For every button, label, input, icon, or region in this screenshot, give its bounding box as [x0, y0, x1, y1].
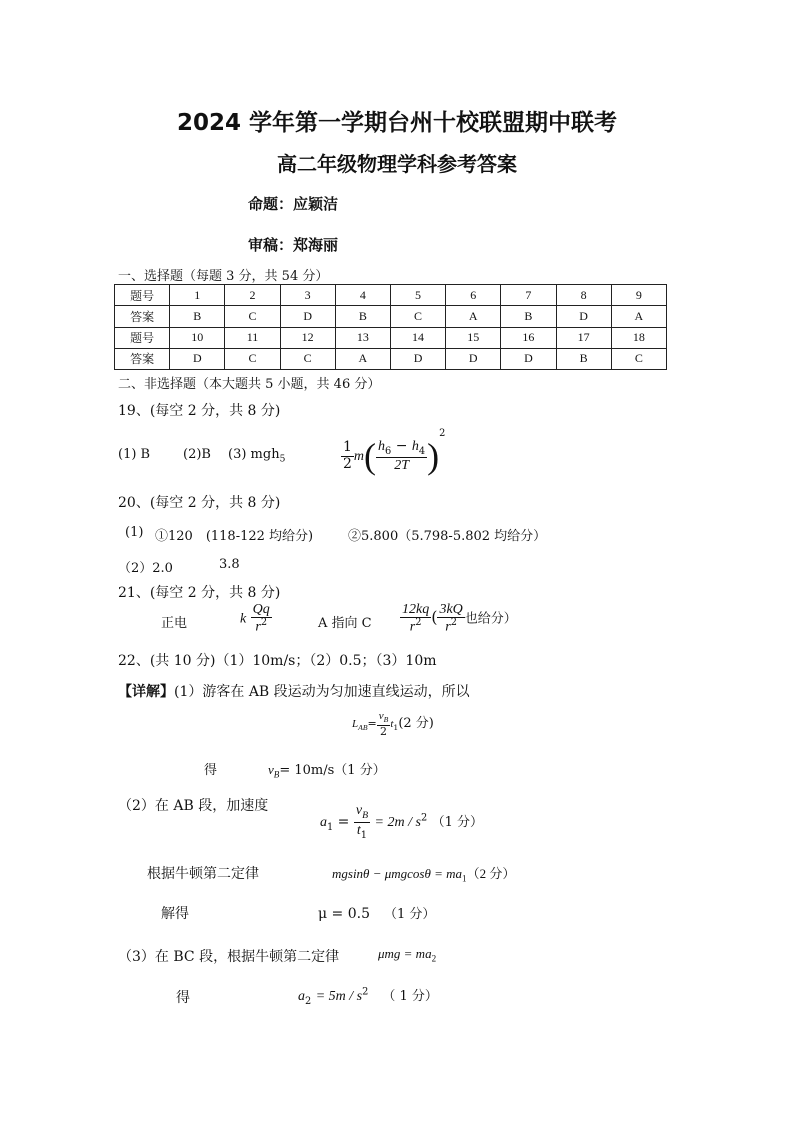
table-cell: 7 — [501, 285, 556, 306]
q21-answer-force: $\frac{12kq}{r^2}$ ( $\frac{3kQ}{r^2}$ 也给分） — [402, 602, 517, 636]
q19-heading: 19、(每空 2 分，共 8 分) — [118, 403, 281, 419]
table-cell: C — [225, 306, 280, 327]
table-row — [115, 327, 667, 348]
table-cell: 12 — [280, 327, 335, 348]
table-cell: 3 — [280, 285, 335, 306]
table-cell: 10 — [170, 327, 225, 348]
q19-formula: $\frac{1}{2}$ m( $\frac{h_6 - h_4}{2T}$ )$^2$ — [343, 428, 446, 476]
q22-eq-a1: $a_1$ = $\frac{v_B}{t_1}$ = $2m / s^2$ （1 分） — [320, 803, 484, 841]
q20-part1-label: (1) — [125, 525, 144, 540]
table-cell: B — [501, 306, 556, 327]
table-cell: A — [611, 306, 666, 327]
table-cell: D — [390, 348, 445, 369]
page-title: 2024 学年第一学期台州十校联盟期中联考 — [176, 110, 618, 136]
table-row — [115, 285, 667, 306]
q22-heading: 22、(共 10 分)（1）10m/s；（2）0.5；（3）10m — [118, 653, 437, 669]
q20-part1-answer-b: ②5.800（5.798-5.802 均给分） — [348, 529, 547, 544]
table-cell: D — [280, 306, 335, 327]
q22-part2: （2）在 AB 段，加速度 — [118, 798, 269, 814]
table-row — [115, 306, 667, 327]
q22-eq-mu: μ = 0.5 （1 分） — [318, 906, 436, 922]
q21-answer-direction: A 指向 C — [318, 616, 372, 631]
q21-heading: 21、(每空 2 分，共 8 分) — [118, 585, 281, 601]
q22-eq-lab: $L_{AB}=$ $\frac{v_B}{2}$ $t_1(2$ 分) — [352, 710, 434, 738]
q22-de-1: 得 — [204, 763, 218, 778]
table-cell: B — [335, 306, 390, 327]
table-cell: 1 — [170, 285, 225, 306]
table-cell: C — [390, 306, 445, 327]
table-cell: C — [611, 348, 666, 369]
table-row-label: 题号 — [115, 327, 170, 348]
table-row — [115, 348, 667, 369]
q19-answer-3: (3) mgh$_5$ — [228, 447, 286, 465]
q20-part1-answer-a: ①120 (118-122 均给分) — [155, 529, 314, 544]
section2-heading: 二、非选择题（本大题共 5 小题，共 46 分） — [118, 377, 381, 392]
table-cell: 16 — [501, 327, 556, 348]
q19-answer-1: (1) B — [118, 447, 151, 462]
q22-eq-force: $mgsin\theta - \mu mgcos\theta = ma_1(2$ 分） — [332, 866, 516, 884]
table-cell: 17 — [556, 327, 611, 348]
table-cell: C — [280, 348, 335, 369]
table-cell: 13 — [335, 327, 390, 348]
table-cell: D — [170, 348, 225, 369]
q22-de-2: 得 — [176, 990, 190, 1006]
q22-detail: 【详解】(1）游客在 AB 段运动为匀加速直线运动，所以 — [118, 684, 470, 700]
q22-eq-bc: $\mu mg = ma_2$ — [378, 946, 437, 964]
table-cell: D — [446, 348, 501, 369]
table-cell: 6 — [446, 285, 501, 306]
table-cell: 15 — [446, 327, 501, 348]
q19-answer-2: (2)B — [183, 447, 211, 462]
table-row-label: 题号 — [115, 285, 170, 306]
table-cell: A — [446, 306, 501, 327]
q21-answer-field: k $\frac{Qq}{r^2}$ — [240, 602, 270, 636]
table-cell: 11 — [225, 327, 280, 348]
q22-newton-1: 根据牛顿第二定律 — [147, 866, 259, 882]
section1-heading: 一、选择题（每题 3 分，共 54 分） — [118, 269, 329, 284]
table-row-label: 答案 — [115, 306, 170, 327]
setter: 命题：应颖洁 — [248, 195, 339, 213]
table-cell: 9 — [611, 285, 666, 306]
q20-part2-answer-a: （2）2.0 — [118, 561, 173, 576]
table-row-label: 答案 — [115, 348, 170, 369]
table-cell: 18 — [611, 327, 666, 348]
q22-part3: （3）在 BC 段，根据牛顿第二定律 — [118, 949, 340, 965]
table-cell: 8 — [556, 285, 611, 306]
table-cell: B — [170, 306, 225, 327]
page-subtitle: 高二年级物理学科参考答案 — [277, 152, 517, 176]
q22-eq-a2: $a_2 = 5m / s^2$ （ 1 分） — [298, 986, 438, 1007]
table-cell: A — [335, 348, 390, 369]
q21-answer-charge: 正电 — [161, 616, 188, 631]
table-cell: 2 — [225, 285, 280, 306]
table-cell: 5 — [390, 285, 445, 306]
table-cell: C — [225, 348, 280, 369]
reviewer: 审稿：郑海丽 — [248, 236, 339, 254]
table-cell: B — [556, 348, 611, 369]
table-cell: D — [556, 306, 611, 327]
answer-table — [114, 284, 667, 370]
q20-heading: 20、(每空 2 分，共 8 分) — [118, 495, 281, 511]
q20-part2-answer-b: 3.8 — [219, 557, 240, 572]
q22-solve: 解得 — [161, 906, 189, 922]
table-cell: D — [501, 348, 556, 369]
q22-eq-vb: $v_B= 10m/s(1$ 分） — [268, 762, 386, 780]
table-cell: 14 — [390, 327, 445, 348]
table-cell: 4 — [335, 285, 390, 306]
